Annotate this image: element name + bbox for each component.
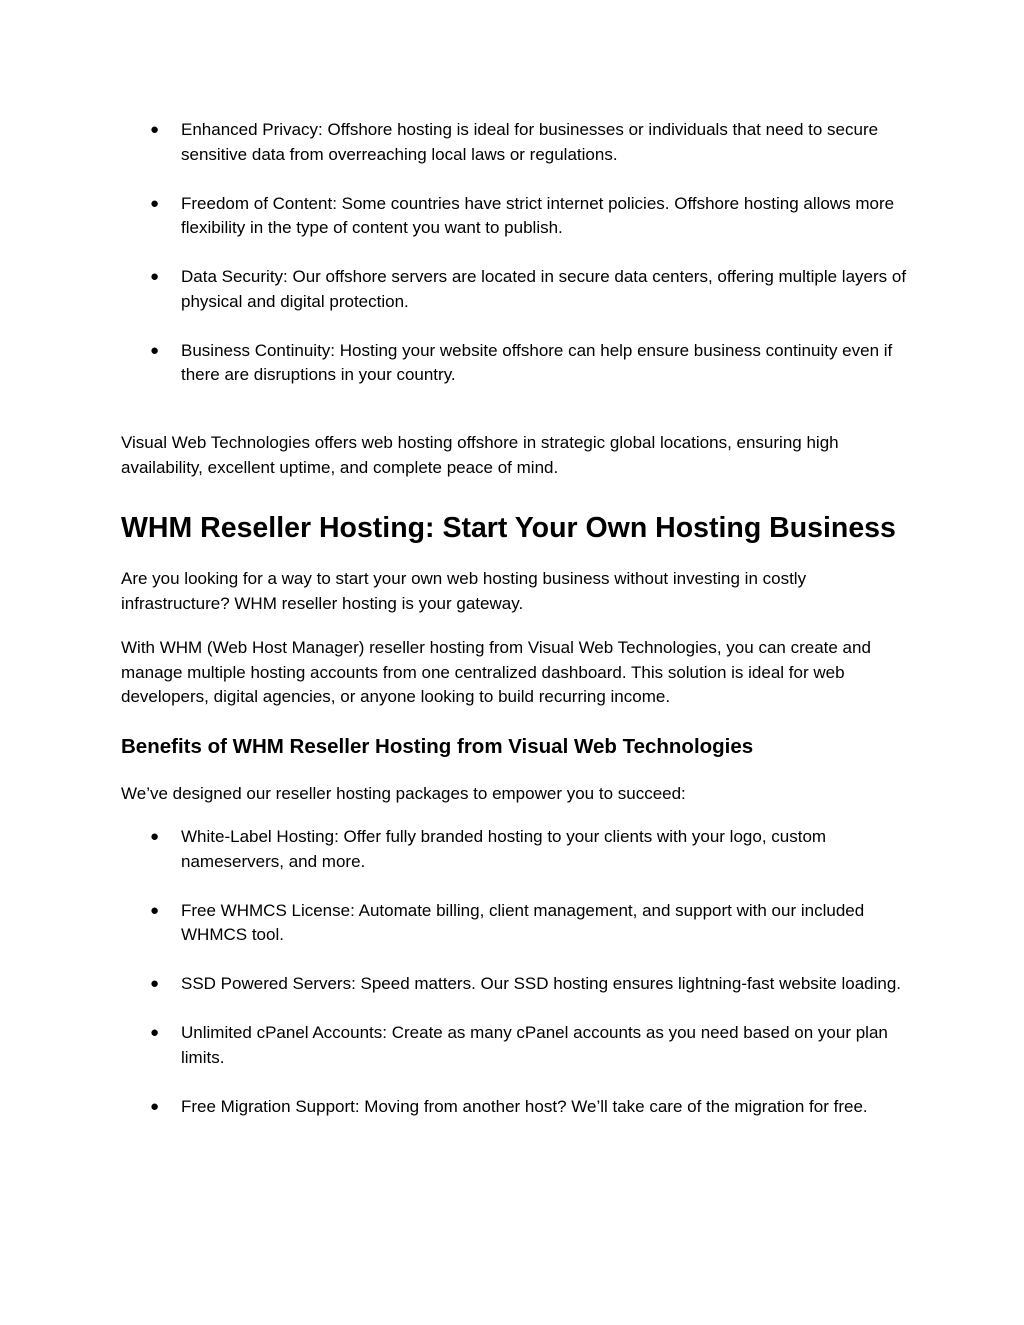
offshore-summary-paragraph: Visual Web Technologies offers web hosting offshore in strategic global locations, ensuring high availability, excellent uptime, and complete peace of mind. [121,433,839,477]
offshore-benefits-list [0,118,1024,388]
list-item [0,339,1024,388]
list-item [0,825,1024,874]
list-item-text: Free WHMCS License: Automate billing, client management, and support with our included WHMCS tool. [181,900,865,944]
list-item-text: Data Security: Our offshore servers are located in secure data centers, offering multiple layers of physical and digital protection. [181,267,907,311]
bullet-icon: ● [150,194,160,212]
list-item-text: SSD Powered Servers: Speed matters. Our SSD hosting ensures lightning-fast website loading. [181,974,902,993]
benefits-section-heading: Benefits of WHM Reseller Hosting from Visual Web Technologies [121,735,754,758]
bullet-icon: ● [150,901,160,919]
reseller-benefits-list [0,825,1024,1119]
list-item [0,118,1024,167]
bullet-icon: ● [150,975,160,992]
bullet-icon: ● [150,121,160,138]
list-item-text: White-Label Hosting: Offer fully branded hosting to your clients with your logo, custom nameservers, and more. [181,827,827,871]
bullet-icon: ● [150,1097,160,1115]
benefits-intro-paragraph: We’ve designed our reseller hosting packages to empower you to succeed: [121,784,686,803]
bullet-icon: ● [150,828,160,845]
whm-section-heading: WHM Reseller Hosting: Start Your Own Hosting Business [121,512,896,544]
list-item [0,192,1024,241]
list-item-text: Free Migration Support: Moving from another host? We’ll take care of the migration for free. [181,1096,868,1116]
whm-intro-paragraph: Are you looking for a way to start your own web hosting business without investing in costly infrastructure? WHM reseller hosting is your gateway. [121,569,807,613]
list-item-text: Business Continuity: Hosting your website offshore can help ensure business continuity even if there are disruptions in your country. [181,340,893,384]
bullet-icon: ● [150,268,160,285]
list-item [0,1095,1024,1120]
bullet-icon: ● [150,341,160,359]
bullet-icon: ● [150,1024,160,1041]
whm-description-paragraph: With WHM (Web Host Manager) reseller hosting from Visual Web Technologies, you can create and manage multiple hosting accounts from one centralized dashboard. This solution is ideal for web developers, digital agencies, or anyone looking to build recurring income. [121,638,871,706]
list-item-text: Freedom of Content: Some countries have strict internet policies. Offshore hosting allows more flexibility in the type of content you want to publish. [181,193,895,237]
list-item-text: Enhanced Privacy: Offshore hosting is ideal for businesses or individuals that need to secure sensitive data from overreaching local laws or regulations. [181,120,879,164]
list-item [0,1021,1024,1070]
list-item [0,265,1024,314]
list-item [0,899,1024,948]
list-item [0,972,1024,997]
list-item-text: Unlimited cPanel Accounts: Create as many cPanel accounts as you need based on your plan limits. [181,1023,888,1067]
